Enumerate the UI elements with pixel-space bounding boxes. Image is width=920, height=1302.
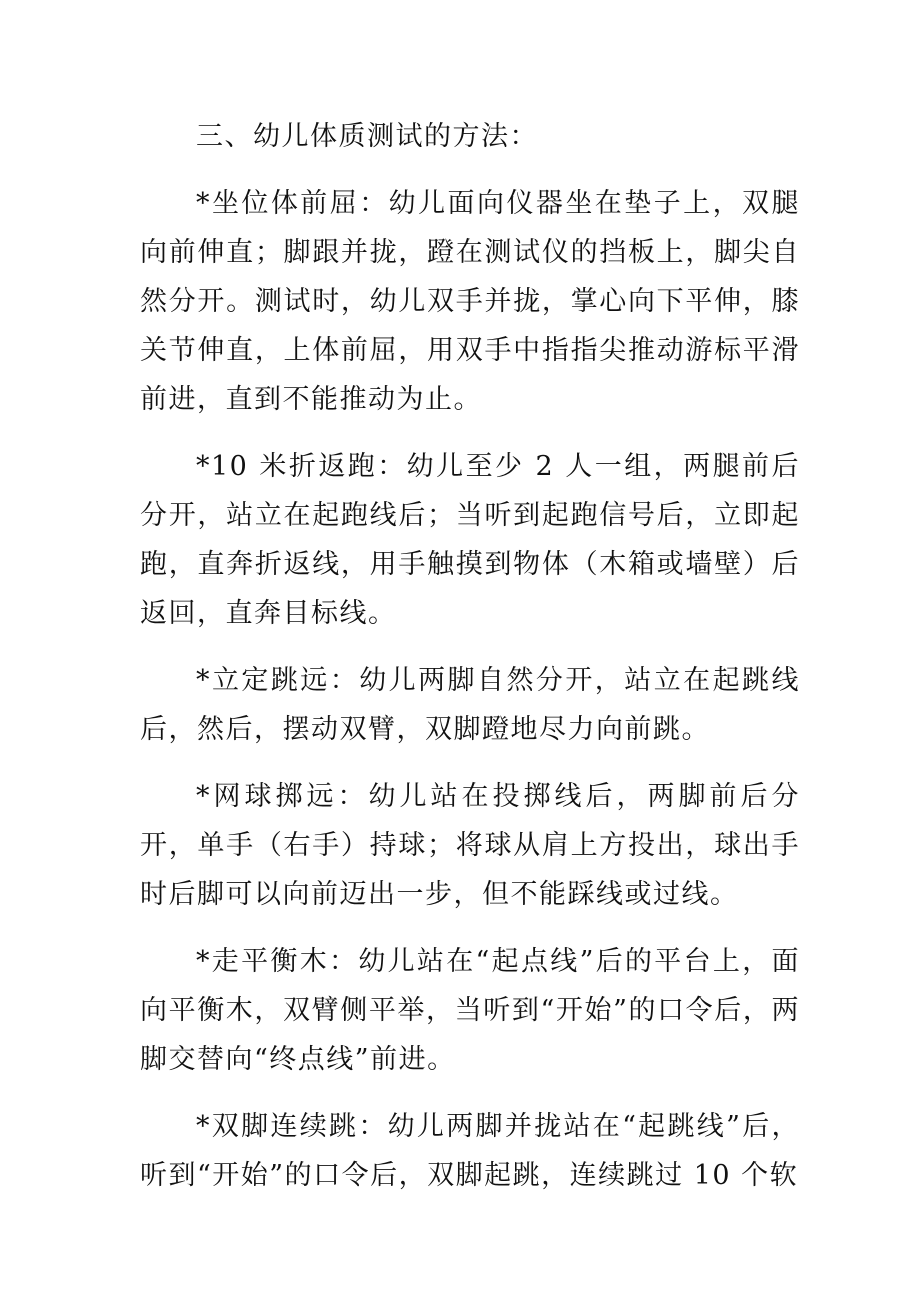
paragraph-standing-long-jump: *立定跳远：幼儿两脚自然分开，站立在起跳线后，然后，摆动双臂，双脚蹬地尽力向前跳。 bbox=[140, 665, 800, 745]
paragraph-tennis-ball-throw: *网球掷远：幼儿站在投掷线后，两脚前后分开，单手（右手）持球；将球从肩上方投出，球出手时后脚可以向前迈出一步，但不能踩线或过线。 bbox=[140, 781, 800, 910]
paragraph-sit-and-reach: *坐位体前屈：幼儿面向仪器坐在垫子上，双腿向前伸直；脚跟并拢，蹬在测试仪的挡板上，脚尖自然分开。测试时，幼儿双手并拢，掌心向下平伸，膝关节伸直，上体前屈，用双手中指指尖推动游标平滑前进，直到不能推动为止。 bbox=[140, 188, 800, 415]
paragraph-continuous-jump: *双脚连续跳：幼儿两脚并拢站在“起跳线”后，听到“开始”的口令后，双脚起跳，连续跳过 10 个软 bbox=[140, 1111, 800, 1191]
section-heading: 三、幼儿体质测试的方法： bbox=[196, 121, 538, 152]
paragraph-shuttle-run: *10 米折返跑：幼儿至少 2 人一组，两腿前后分开，站立在起跑线后；当听到起跑信号后，立即起跑，直奔折返线，用手触摸到物体（木箱或墙壁）后返回，直奔目标线。 bbox=[140, 451, 800, 629]
paragraph-balance-beam: *走平衡木：幼儿站在“起点线”后的平台上，面向平衡木，双臂侧平举，当听到“开始”的口令后，两脚交替向“终点线”前进。 bbox=[140, 946, 800, 1075]
document-body bbox=[140, 112, 800, 1218]
